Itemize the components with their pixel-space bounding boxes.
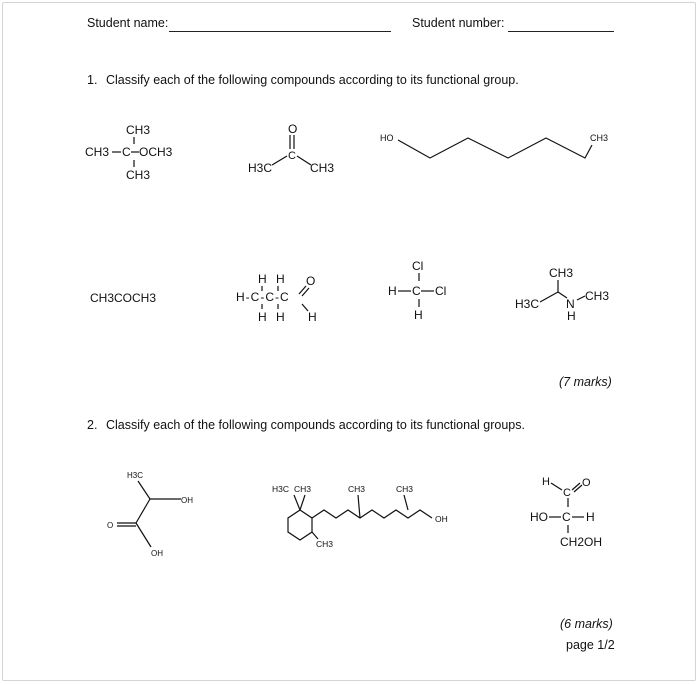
dcm-h-left: H	[388, 284, 397, 298]
amine-ch3-top: CH3	[549, 266, 574, 280]
page	[2, 2, 696, 681]
ketone-left-h3c: H3C	[248, 161, 273, 175]
retinol-ch3-ring: CH3	[316, 539, 334, 549]
question-1-number: 1.	[87, 73, 98, 87]
molecule-hydroxy-ketone	[105, 465, 205, 565]
gly-ho: HO	[530, 510, 548, 524]
question-2-number: 2.	[87, 418, 98, 432]
retinol-label-4: CH3	[396, 484, 414, 494]
ketone-oxygen: O	[288, 122, 298, 136]
retinol-oh: OH	[435, 514, 448, 524]
molecule-ether	[85, 118, 195, 188]
hk-h3c: H3C	[127, 471, 144, 480]
amine-h: H	[567, 309, 576, 323]
molecule-dichloromethane	[388, 256, 468, 331]
aldehyde-h-right: H	[308, 310, 317, 324]
question-2-prompt: Classify each of the following compounds according to its functional groups.	[106, 418, 525, 432]
alcohol-ch3: CH3	[590, 133, 609, 143]
retinol-label-1: H3C	[272, 484, 290, 494]
aldehyde-h-top: H H	[258, 272, 288, 286]
molecule-glyceraldehyde	[530, 470, 625, 555]
dcm-cl-top: Cl	[412, 259, 424, 273]
ether-top-ch3: CH3	[126, 123, 151, 137]
question-2-marks: (6 marks)	[560, 617, 613, 631]
dcm-h-bottom: H	[414, 308, 423, 322]
methyl-ketone-formula: CH3COCH3	[90, 291, 157, 305]
question-1-prompt: Classify each of the following compounds according to its functional group.	[106, 73, 519, 87]
question-1-marks: (7 marks)	[559, 375, 612, 389]
student-number-field[interactable]	[508, 31, 614, 32]
retinol-label-3: CH3	[348, 484, 366, 494]
ether-right-och3: OCH3	[139, 145, 173, 159]
aldehyde-chain: H-C-C-C	[236, 290, 290, 304]
student-name-field[interactable]	[169, 31, 391, 32]
retinol-label-2: CH3	[294, 484, 312, 494]
amine-ch3-right: CH3	[585, 289, 610, 303]
molecule-ketone	[248, 122, 348, 182]
gly-ch2oh: CH2OH	[560, 535, 603, 549]
hk-oh-bottom: OH	[151, 549, 163, 558]
amine-h3c: H3C	[515, 297, 540, 311]
page-number: page 1/2	[566, 638, 615, 652]
hk-oh-right: OH	[181, 496, 193, 505]
dcm-c: C	[412, 284, 421, 298]
gly-c-top: C	[563, 487, 571, 499]
gly-o: O	[582, 477, 591, 489]
aldehyde-o: O	[306, 274, 316, 288]
student-number-label: Student number:	[412, 16, 505, 30]
molecule-amine	[515, 262, 625, 327]
ketone-right-ch3: CH3	[310, 161, 335, 175]
hk-o: O	[107, 521, 114, 530]
alcohol-oh: HO	[380, 133, 394, 143]
molecule-aldehyde	[236, 270, 336, 330]
student-name-label: Student name:	[87, 16, 169, 30]
ether-center-c: C	[122, 145, 131, 159]
amine-n: N	[566, 297, 575, 311]
molecule-methyl-ketone	[90, 288, 180, 308]
gly-h-right: H	[586, 510, 595, 524]
ether-left-ch3: CH3	[85, 145, 110, 159]
aldehyde-h-bottom: H H	[258, 310, 288, 324]
ketone-carbon: C	[288, 150, 296, 162]
dcm-cl-right: Cl	[435, 284, 447, 298]
gly-c-mid: C	[562, 510, 571, 524]
ether-bottom-ch3: CH3	[126, 168, 151, 182]
molecule-retinol	[270, 480, 470, 552]
molecule-alcohol-chain	[380, 128, 620, 168]
gly-h: H	[542, 476, 550, 488]
